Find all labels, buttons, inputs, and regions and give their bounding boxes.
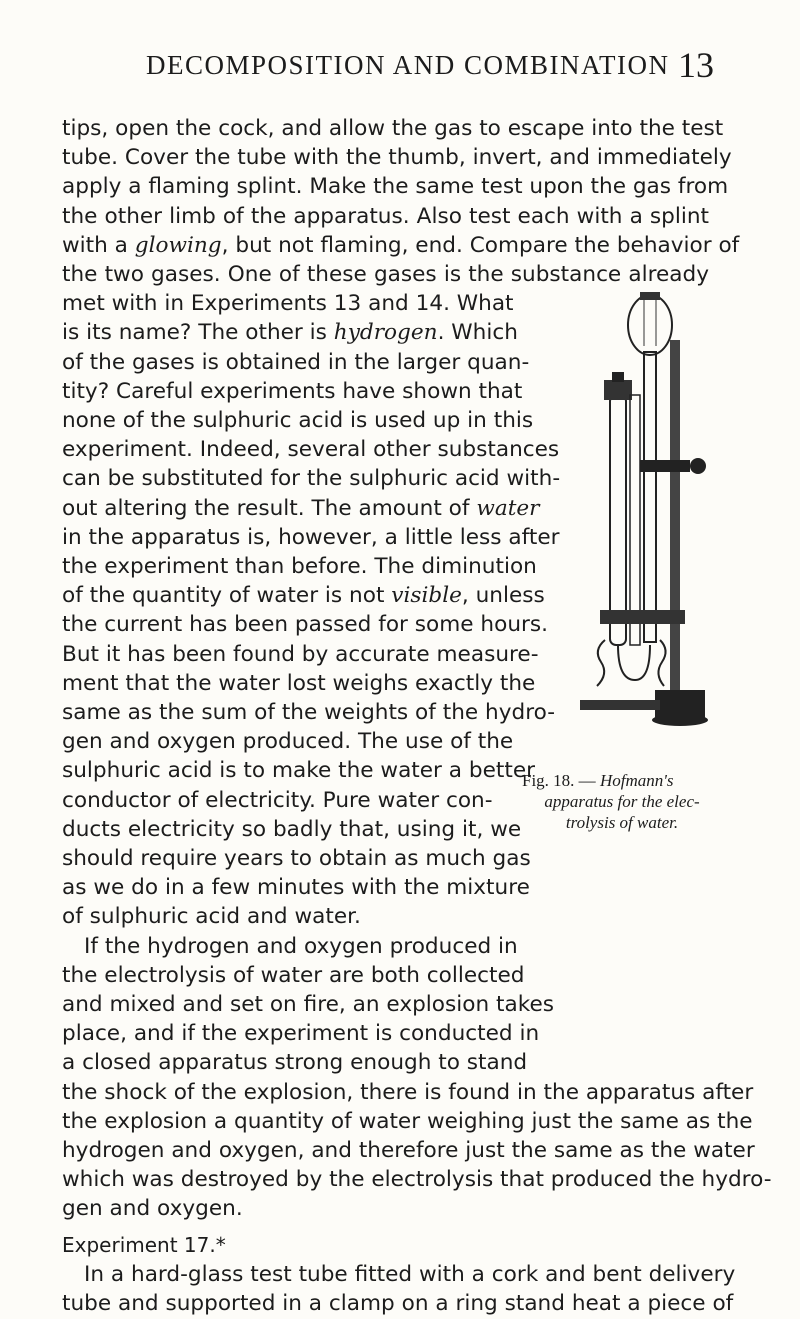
hofmann-apparatus-icon bbox=[560, 280, 710, 740]
text-line: of sulphuric acid and water. bbox=[62, 904, 361, 930]
text-line: should require years to obtain as much gas bbox=[62, 846, 531, 871]
text-line: apply a flaming splint. Make the same test upon the gas from bbox=[62, 174, 729, 200]
text-line: gen and oxygen produced. The use of the bbox=[62, 729, 514, 755]
text-line: conductor of electricity. Pure water con- bbox=[62, 787, 493, 813]
text-line: sulphuric acid is to make the water a better bbox=[62, 758, 535, 784]
running-head: DECOMPOSITION AND COMBINATION bbox=[146, 50, 670, 80]
text-line: of the gases is obtained in the larger quan- bbox=[62, 349, 530, 375]
experiment-heading: Experiment 17.* bbox=[62, 1232, 226, 1257]
text-line: which was destroyed by the electrolysis that produced the hydro- bbox=[62, 1167, 772, 1193]
caption-lead: Fig. 18. — bbox=[522, 771, 600, 790]
text-line: the two gases. One of these gases is the substance already bbox=[62, 262, 709, 287]
hofmann-apparatus-figure bbox=[560, 280, 710, 740]
text-line: tity? Careful experiments have shown that bbox=[62, 378, 523, 404]
text-line: in the apparatus is, however, a little less after bbox=[62, 524, 560, 550]
text-line: and mixed and set on fire, an explosion takes bbox=[62, 992, 554, 1017]
text-line: is its name? The other is hydrogen. Which bbox=[62, 320, 518, 346]
caption-line: trolysis of water. bbox=[565, 813, 679, 832]
text-line: out altering the result. The amount of water bbox=[62, 495, 540, 521]
text-line: of the quantity of water is not visible, unless bbox=[62, 583, 545, 609]
text-line: But it has been found by accurate measure- bbox=[62, 641, 539, 667]
text-line: ment that the water lost weighs exactly the bbox=[62, 670, 536, 696]
text-line: tips, open the cock, and allow the gas to escape into the test bbox=[62, 116, 724, 141]
text-line: the other limb of the apparatus. Also test each with a splint bbox=[62, 203, 709, 229]
text-line: the explosion a quantity of water weighing just the same as the bbox=[62, 1108, 753, 1134]
page-number: 13 bbox=[678, 45, 714, 85]
text-line: If the hydrogen and oxygen produced in bbox=[84, 933, 518, 959]
emphasis-visible: visible bbox=[391, 583, 462, 609]
text-line: with a glowing, but not flaming, end. Compare the behavior of bbox=[62, 232, 740, 258]
text-line: none of the sulphuric acid is used up in this bbox=[62, 408, 534, 433]
text-line: met with in Experiments 13 and 14. What bbox=[62, 291, 514, 317]
text-line: place, and if the experiment is conducted in bbox=[62, 1021, 540, 1047]
text-line: tube and supported in a clamp on a ring stand heat a piece of bbox=[62, 1290, 734, 1316]
page-header bbox=[0, 44, 800, 84]
emphasis-hydrogen: hydrogen bbox=[333, 320, 438, 346]
text-line: the electrolysis of water are both collected bbox=[62, 962, 525, 988]
caption-line: apparatus for the elec- bbox=[544, 792, 700, 811]
text-line: ducts electricity so badly that, using it, we bbox=[62, 816, 522, 842]
text-line: experiment. Indeed, several other substances bbox=[62, 437, 560, 463]
text-line: a closed apparatus strong enough to stand bbox=[62, 1050, 528, 1076]
emphasis-glowing: glowing bbox=[134, 232, 222, 258]
emphasis-water: water bbox=[476, 495, 540, 521]
text-line: as we do in a few minutes with the mixture bbox=[62, 875, 530, 901]
text-line: tube. Cover the tube with the thumb, invert, and immediately bbox=[62, 145, 732, 171]
text-line: the experiment than before. The diminution bbox=[62, 554, 537, 579]
text-line: the shock of the explosion, there is found in the apparatus after bbox=[62, 1079, 754, 1105]
text-line: gen and oxygen. bbox=[62, 1196, 243, 1222]
figure-caption bbox=[522, 770, 722, 833]
text-line: hydrogen and oxygen, and therefore just the same as the water bbox=[62, 1138, 755, 1163]
text-line: can be substituted for the sulphuric acid with- bbox=[62, 466, 561, 492]
text-line: same as the sum of the weights of the hydro- bbox=[62, 700, 556, 725]
text-line: the current has been passed for some hours. bbox=[62, 612, 548, 638]
text-line: In a hard-glass test tube fitted with a cork and bent delivery bbox=[84, 1261, 736, 1287]
caption-title: Hofmann's bbox=[599, 771, 674, 790]
